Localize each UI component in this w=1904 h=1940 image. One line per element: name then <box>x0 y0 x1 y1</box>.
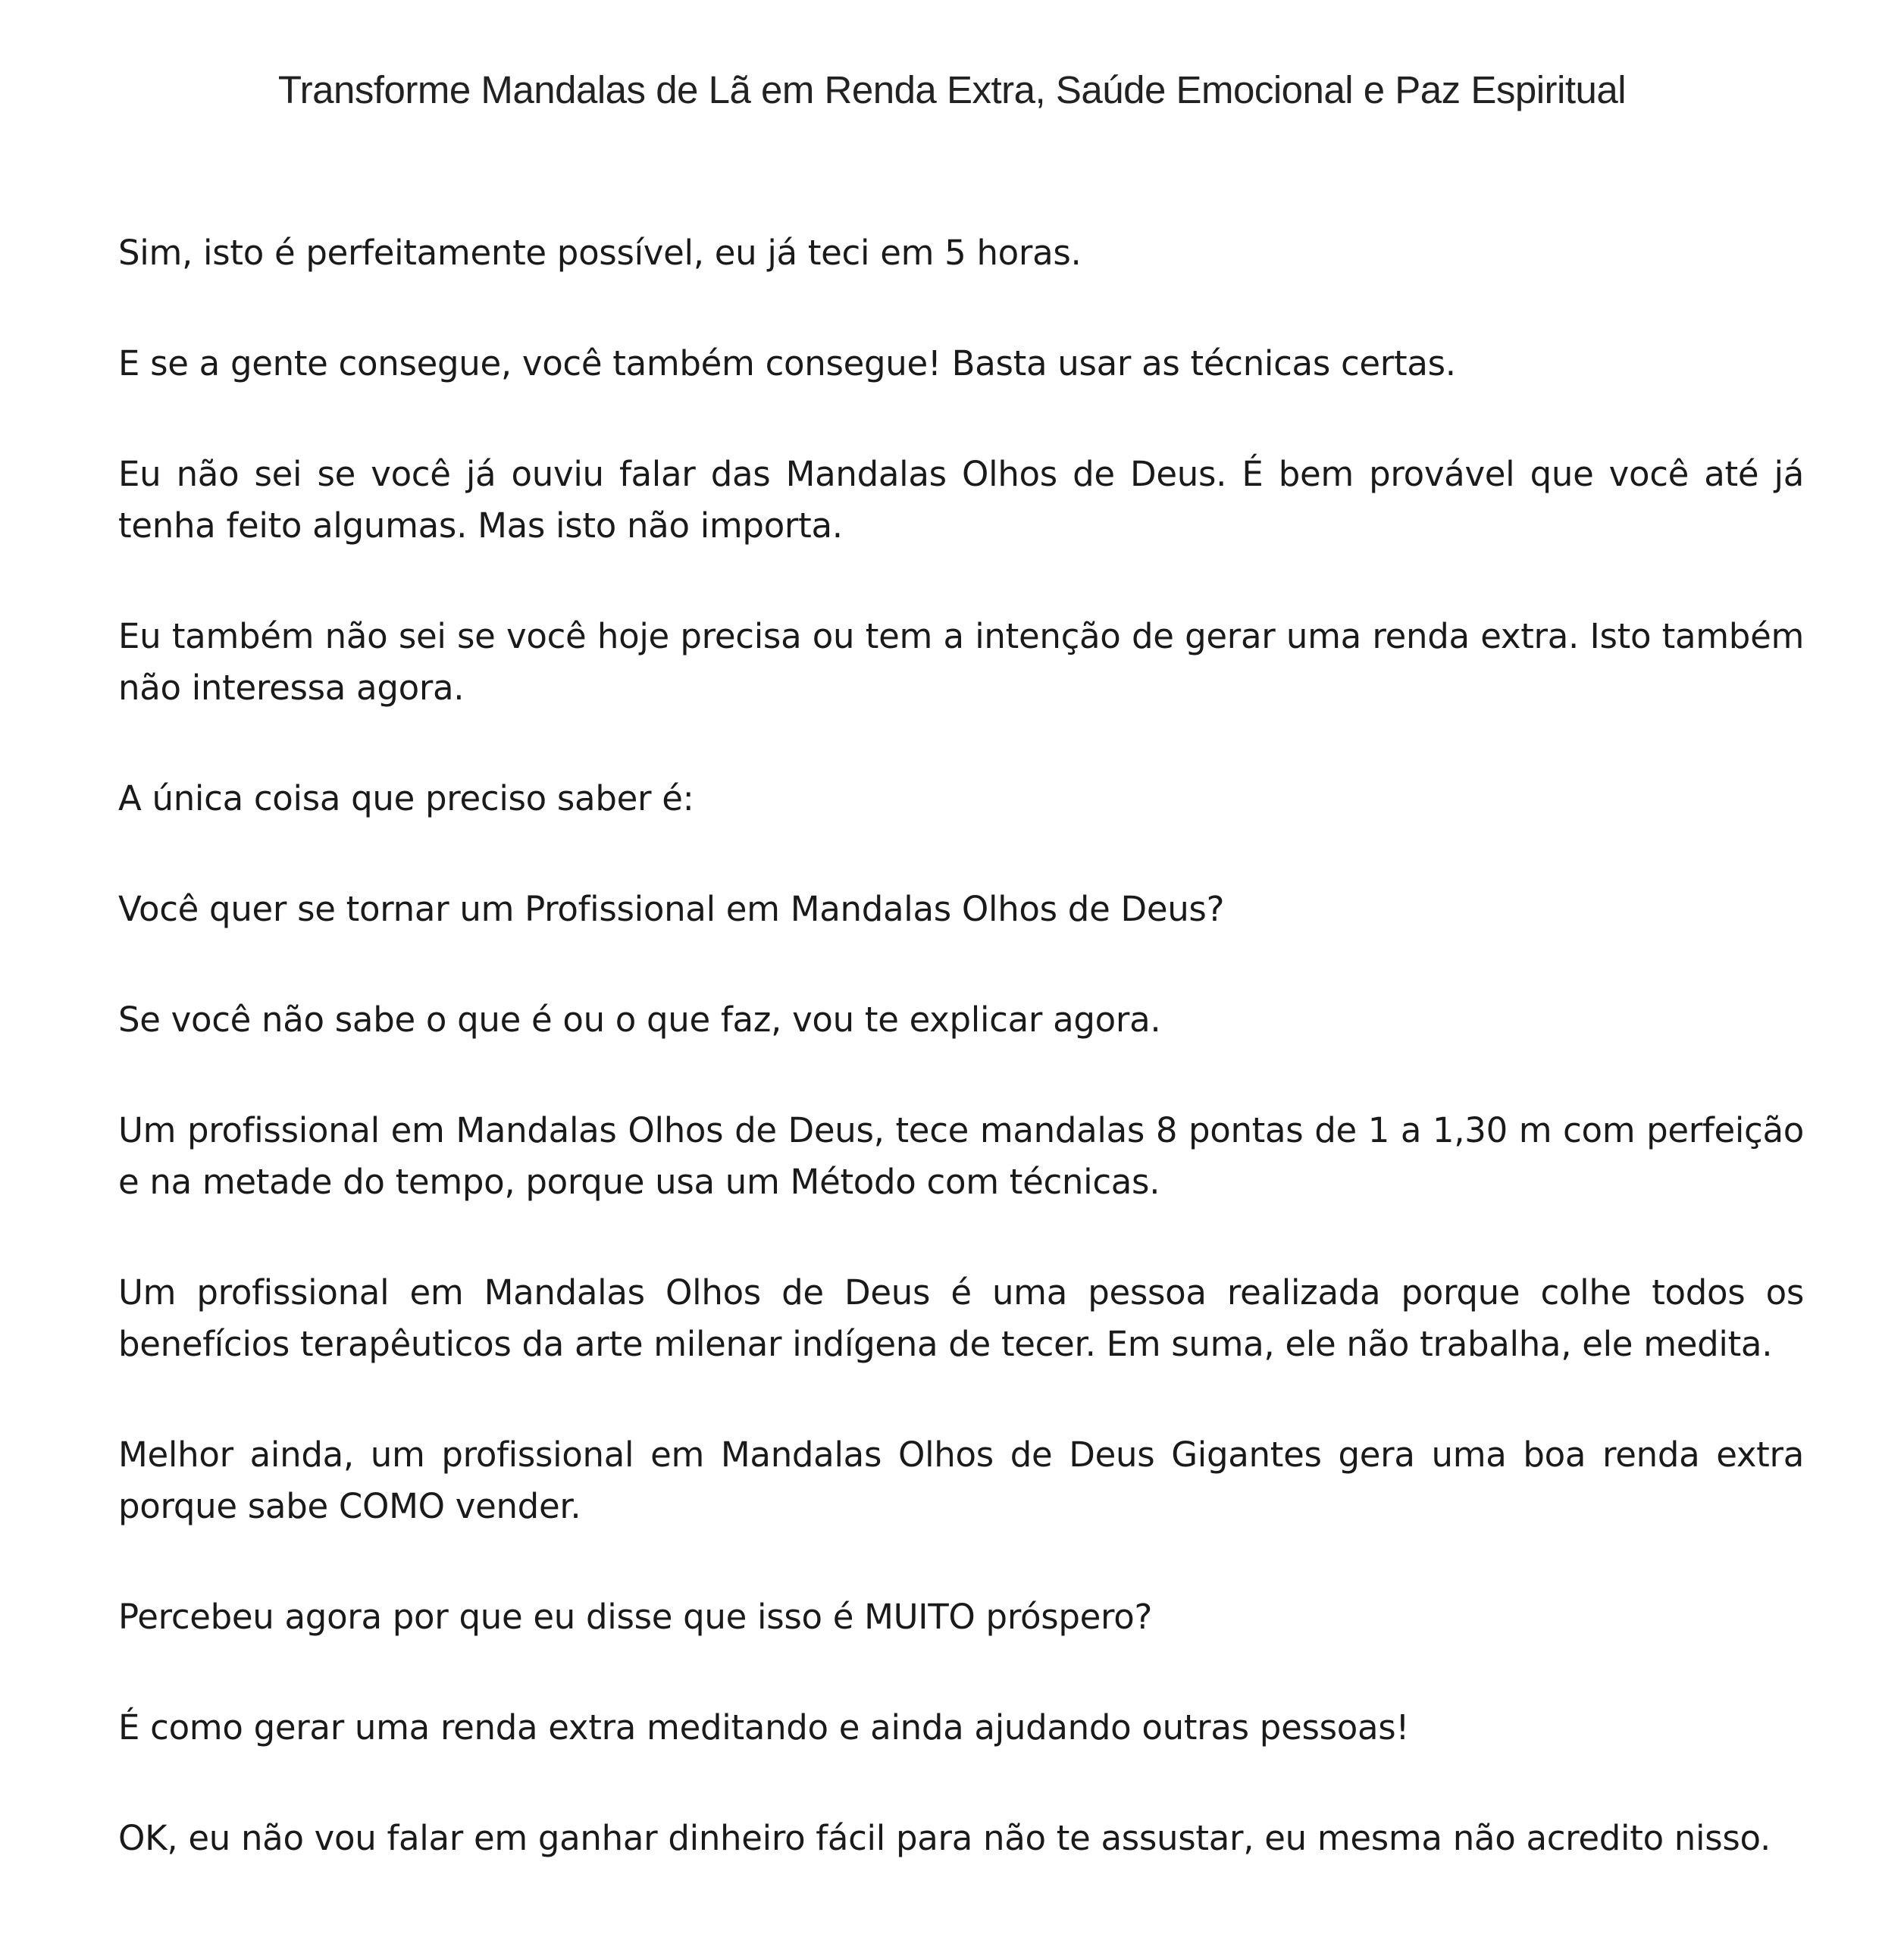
document-body <box>118 227 1804 1923</box>
paragraph: E se a gente consegue, você também consegue! Basta usar as técnicas certas. <box>118 343 1456 383</box>
paragraph: OK, eu não vou falar em ganhar dinheiro fácil para não te assustar, eu mesma não acredito nisso. <box>118 1818 1771 1858</box>
paragraph: Você quer se tornar um Profissional em Mandalas Olhos de Deus? <box>118 889 1225 929</box>
paragraph: Um profissional em Mandalas Olhos de Deus é uma pessoa realizada porque colhe todos os benefícios terapêuticos da arte milenar indígena de tecer. Em suma, ele não trabalha, ele medita. <box>118 1272 1804 1364</box>
paragraph: Eu não sei se você já ouviu falar das Mandalas Olhos de Deus. É bem provável que você até já tenha feito algumas. Mas isto não importa. <box>118 454 1804 546</box>
paragraph: Um profissional em Mandalas Olhos de Deus, tece mandalas 8 pontas de 1 a 1,30 m com perfeição e na metade do tempo, porque usa um Método com técnicas. <box>118 1110 1804 1202</box>
paragraph: Eu também não sei se você hoje precisa ou tem a intenção de gerar uma renda extra. Isto também não interessa agora. <box>118 616 1804 708</box>
paragraph: Se você não sabe o que é ou o que faz, vou te explicar agora. <box>118 1000 1161 1040</box>
paragraph: Sim, isto é perfeitamente possível, eu já teci em 5 horas. <box>118 233 1082 273</box>
paragraph: É como gerar uma renda extra meditando e ainda ajudando outras pessoas! <box>118 1707 1410 1748</box>
page-title: Transforme Mandalas de Lã em Renda Extra, Saúde Emocional e Paz Espiritual <box>277 68 1627 111</box>
paragraph: Melhor ainda, um profissional em Mandalas Olhos de Deus Gigantes gera uma boa renda extra porque sabe COMO vender. <box>118 1435 1804 1526</box>
paragraph: A única coisa que preciso saber é: <box>118 778 694 818</box>
paragraph: Percebeu agora por que eu disse que isso é MUITO próspero? <box>118 1597 1153 1637</box>
